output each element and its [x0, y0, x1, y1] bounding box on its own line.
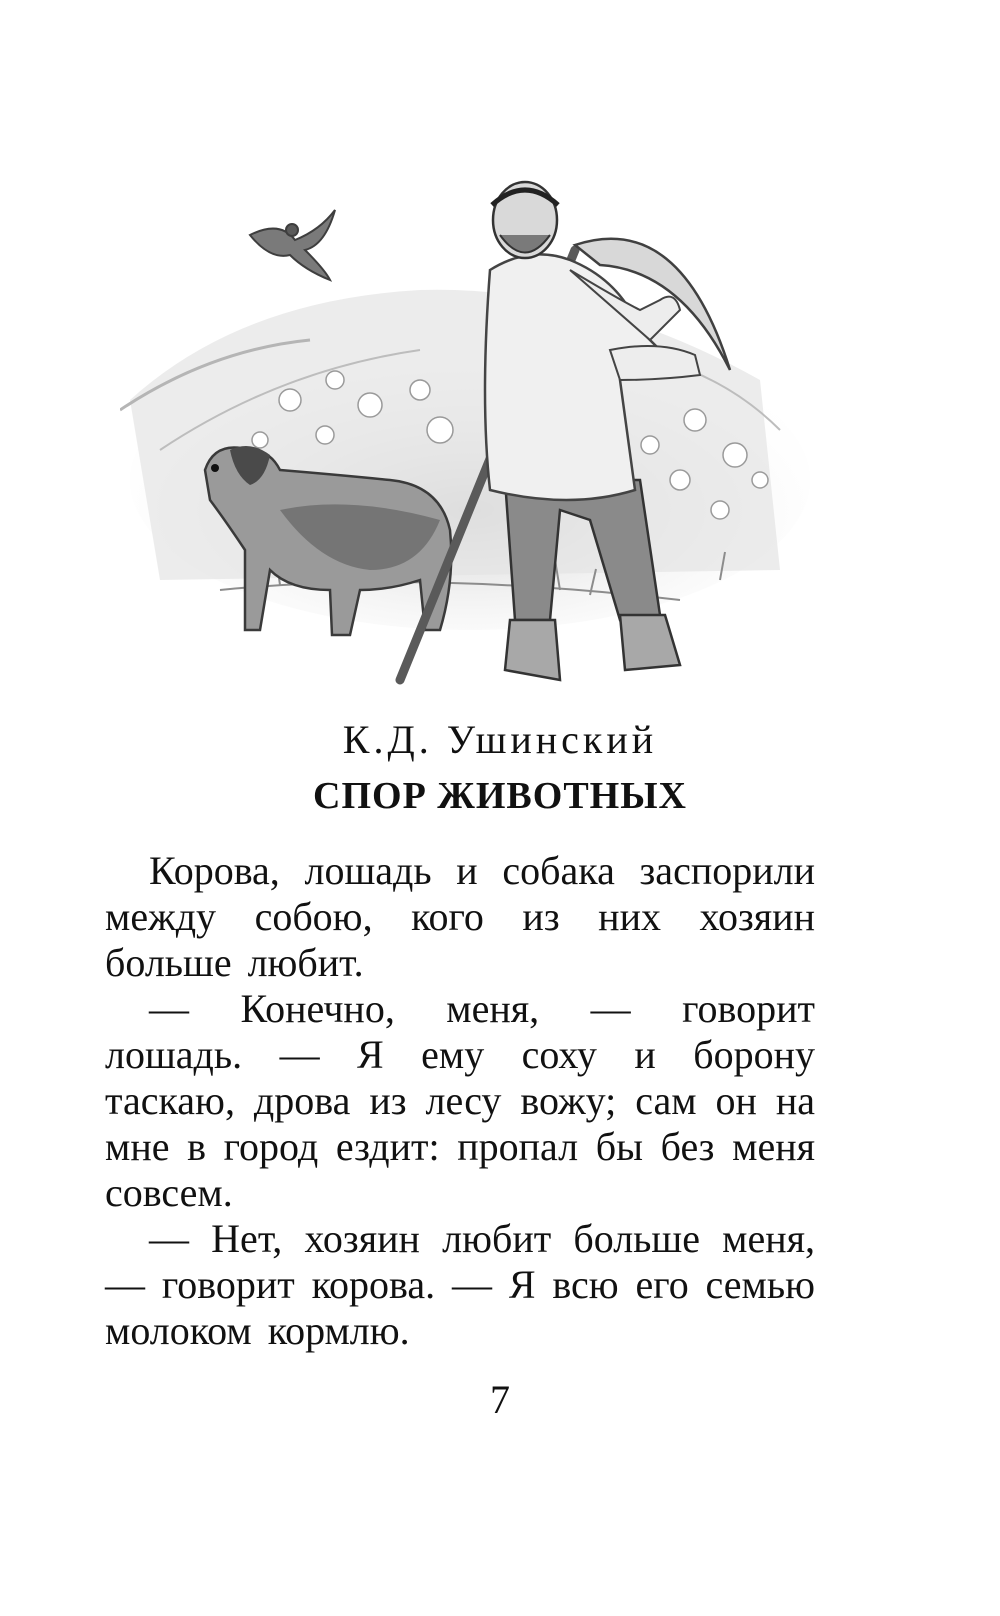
story-author: К.Д. Ушинский	[342, 717, 658, 762]
story-illustration	[120, 150, 820, 710]
story-paragraph: Корова, лошадь и собака заспорили между собою, кого из них хозяин больше любит.	[105, 848, 815, 985]
story-title: СПОР ЖИВОТНЫХ	[313, 775, 687, 817]
story-paragraph: — Нет, хозяин любит больше меня, — говорит корова. — Я всю его семью молоком кормлю.	[105, 1216, 815, 1353]
bird-figure	[250, 210, 335, 280]
story-paragraph: — Конечно, меня, — говорит лошадь. — Я ему соху и борону таскаю, дрова из лесу вожу; сам он на мне в город ездит: пропал бы без меня совсем.	[105, 986, 815, 1215]
page-number: 7	[490, 1377, 510, 1422]
story-text	[105, 848, 815, 1354]
